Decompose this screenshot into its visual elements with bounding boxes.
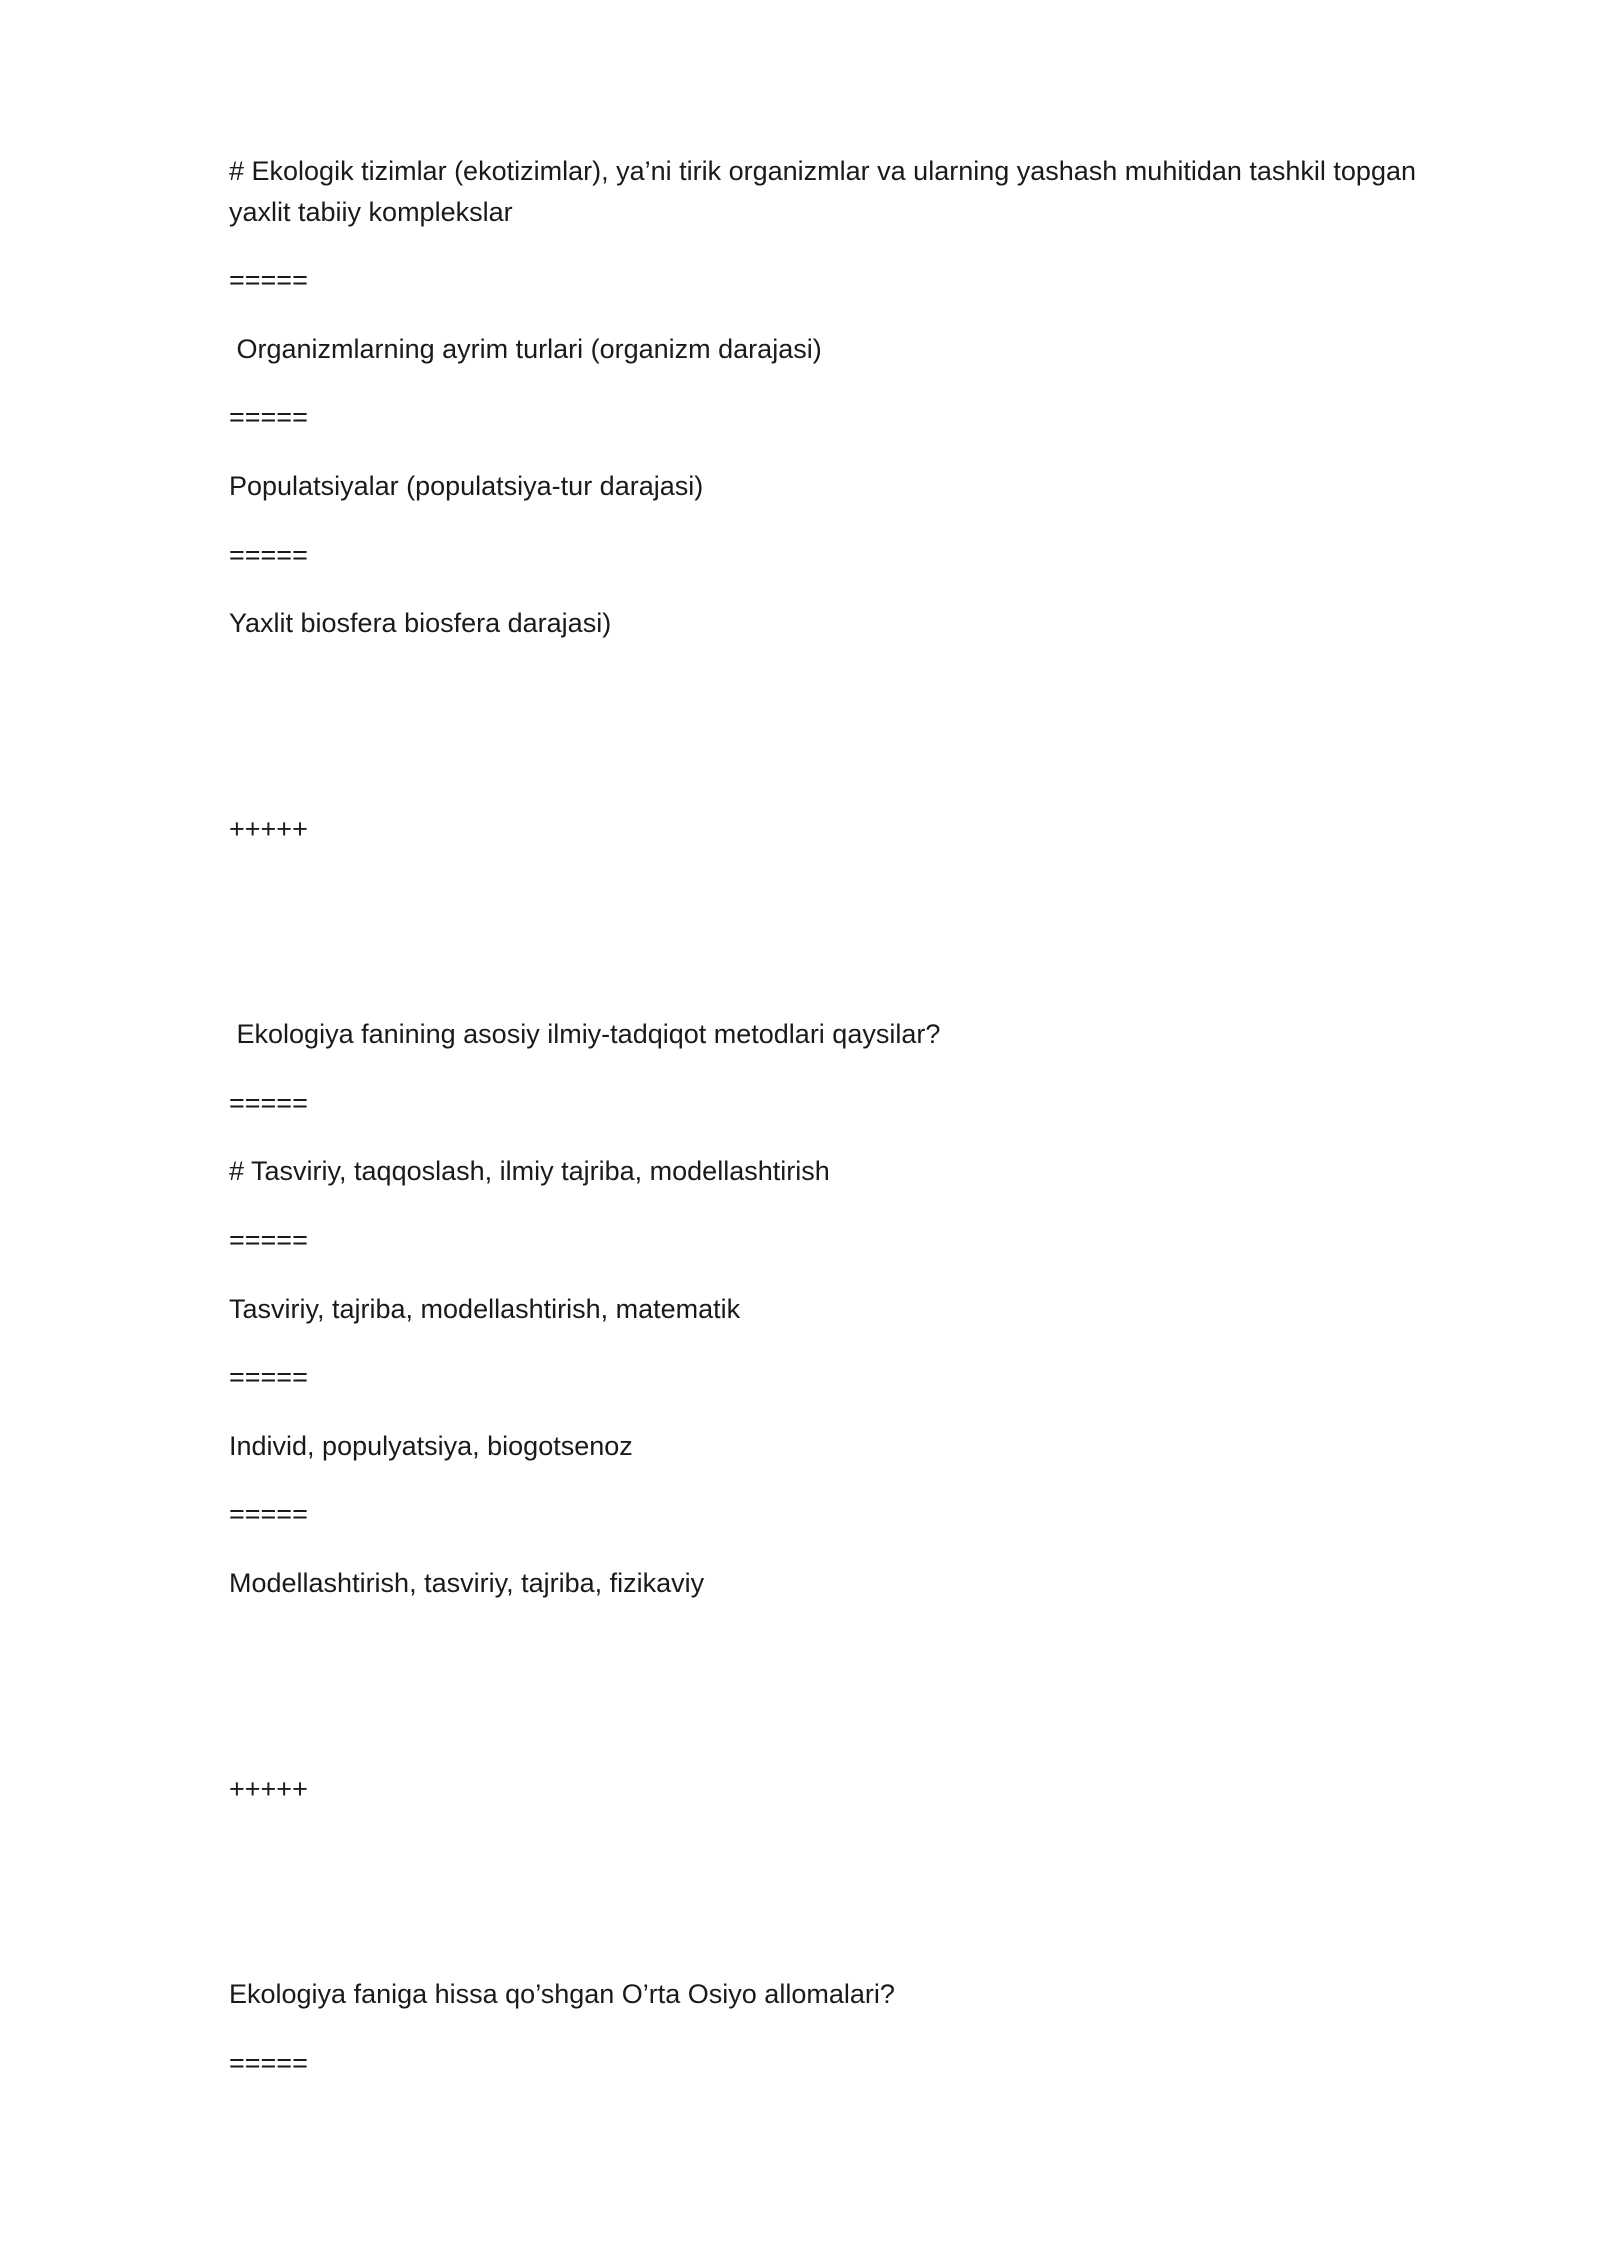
question-separator: +++++ — [229, 1774, 308, 1804]
option-separator: ===== — [229, 1088, 308, 1118]
answer-option: Modellashtirish, tasviriy, tajriba, fizikaviy — [229, 1568, 705, 1598]
answer-option: Tasviriy, tajriba, modellashtirish, matematik — [229, 1294, 741, 1324]
answer-option-correct: # Ekologik tizimlar (ekotizimlar), ya’ni tirik organizmlar va ularning yashash muhitidan tashkil topgan yaxlit tabiiy komplekslar — [229, 156, 1424, 227]
option-separator: ===== — [229, 265, 308, 295]
option-separator: ===== — [229, 1362, 308, 1392]
answer-option: Yaxlit biosfera biosfera darajasi) — [229, 608, 612, 638]
option-separator: ===== — [229, 540, 308, 570]
question-text: Ekologiya faniga hissa qo’shgan O’rta Osiyo allomalari? — [229, 1979, 895, 2009]
question-text: Ekologiya fanining asosiy ilmiy-tadqiqot metodlari qaysilar? — [229, 1019, 941, 1049]
answer-option: Populatsiyalar (populatsiya-tur darajasi) — [229, 471, 704, 501]
option-separator: ===== — [229, 1225, 308, 1255]
answer-option: Organizmlarning ayrim turlari (organizm darajasi) — [229, 334, 822, 364]
answer-option-correct: # Tasviriy, taqqoslash, ilmiy tajriba, modellashtirish — [229, 1156, 830, 1186]
option-separator: ===== — [229, 402, 308, 432]
option-separator: ===== — [229, 1499, 308, 1529]
answer-option: Individ, populyatsiya, biogotsenoz — [229, 1431, 633, 1461]
option-separator: ===== — [229, 2048, 308, 2078]
question-separator: +++++ — [229, 814, 308, 844]
